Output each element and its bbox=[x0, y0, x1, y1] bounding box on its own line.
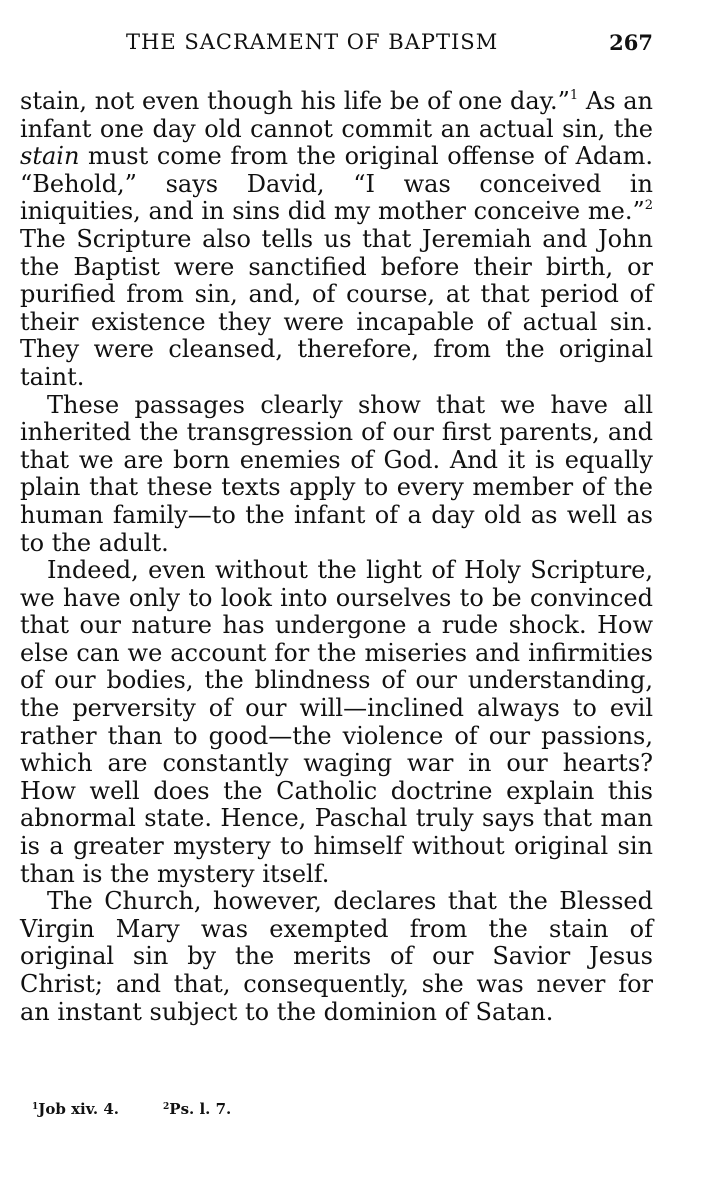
paragraph-text: The Scripture also tells us that Jeremiah and John the Baptist were sanctified before their birth, or purified from sin, and, of course, at that period of their existence they were incapable of actual sin. They were cleansed, therefore, from the original taint. bbox=[20, 224, 653, 391]
footnote-mark: 1 bbox=[32, 1102, 39, 1112]
paragraph bbox=[20, 88, 653, 392]
paragraph-text: Indeed, even without the light of Holy Scripture, we have only to look into ourselves to be convinced that our nature has undergone a rude shock. How else can we account for the miseries and infirmities of our bodies, the blindness of our understanding, the perversity of our will—inclined always to evil rather than to good—the violence of our passions, which are constantly waging war in our hearts? How well does the Catholic doctrine explain this abnormal state. Hence, Paschal truly says that man is a greater mystery to himself without original sin than is the mystery itself. bbox=[20, 556, 653, 888]
paragraph bbox=[20, 392, 653, 558]
running-head bbox=[20, 30, 653, 60]
footnote-text: Job xiv. 4. bbox=[38, 1100, 120, 1118]
emphasis-text: stain bbox=[20, 142, 80, 171]
paragraph-text: As an infant one day old cannot commit an actual sin, the bbox=[20, 87, 654, 143]
paragraph bbox=[20, 888, 653, 1026]
paragraph-text: The Church, however, declares that the Blessed Virgin Mary was exempted from the stain of original sin by the merits of our Savior Jesus Christ; and that, consequently, she was never for an instant subject to the dominion of Satan. bbox=[20, 887, 653, 1026]
footnote-mark: 2 bbox=[163, 1102, 170, 1112]
paragraph-text: must come from the original offense of Adam. “Behold,” says David, “I was conceived in iniquities, and in sins did my mother conceive me.” bbox=[20, 142, 653, 226]
footnote-ref: 1 bbox=[569, 88, 579, 103]
footnote-ref: 2 bbox=[644, 198, 653, 214]
footnote-text: Ps. l. 7. bbox=[169, 1100, 232, 1118]
footnote bbox=[32, 1100, 119, 1118]
paragraph bbox=[20, 557, 653, 888]
book-page bbox=[20, 30, 653, 1026]
body-text bbox=[20, 88, 653, 1026]
page-number: 267 bbox=[609, 30, 653, 55]
paragraph-text: These passages clearly show that we have all inherited the transgression of our first parents, and that we are born enemies of God. And it is equally plain that these texts apply to every member of the human family—to the infant of a day old as well as to the adult. bbox=[20, 390, 653, 557]
running-head-title: THE SACRAMENT OF BAPTISM bbox=[126, 30, 499, 54]
footnote bbox=[163, 1100, 231, 1118]
paragraph-text: stain, not even though his life be of one day.” bbox=[20, 87, 570, 115]
footnotes bbox=[32, 1100, 275, 1118]
